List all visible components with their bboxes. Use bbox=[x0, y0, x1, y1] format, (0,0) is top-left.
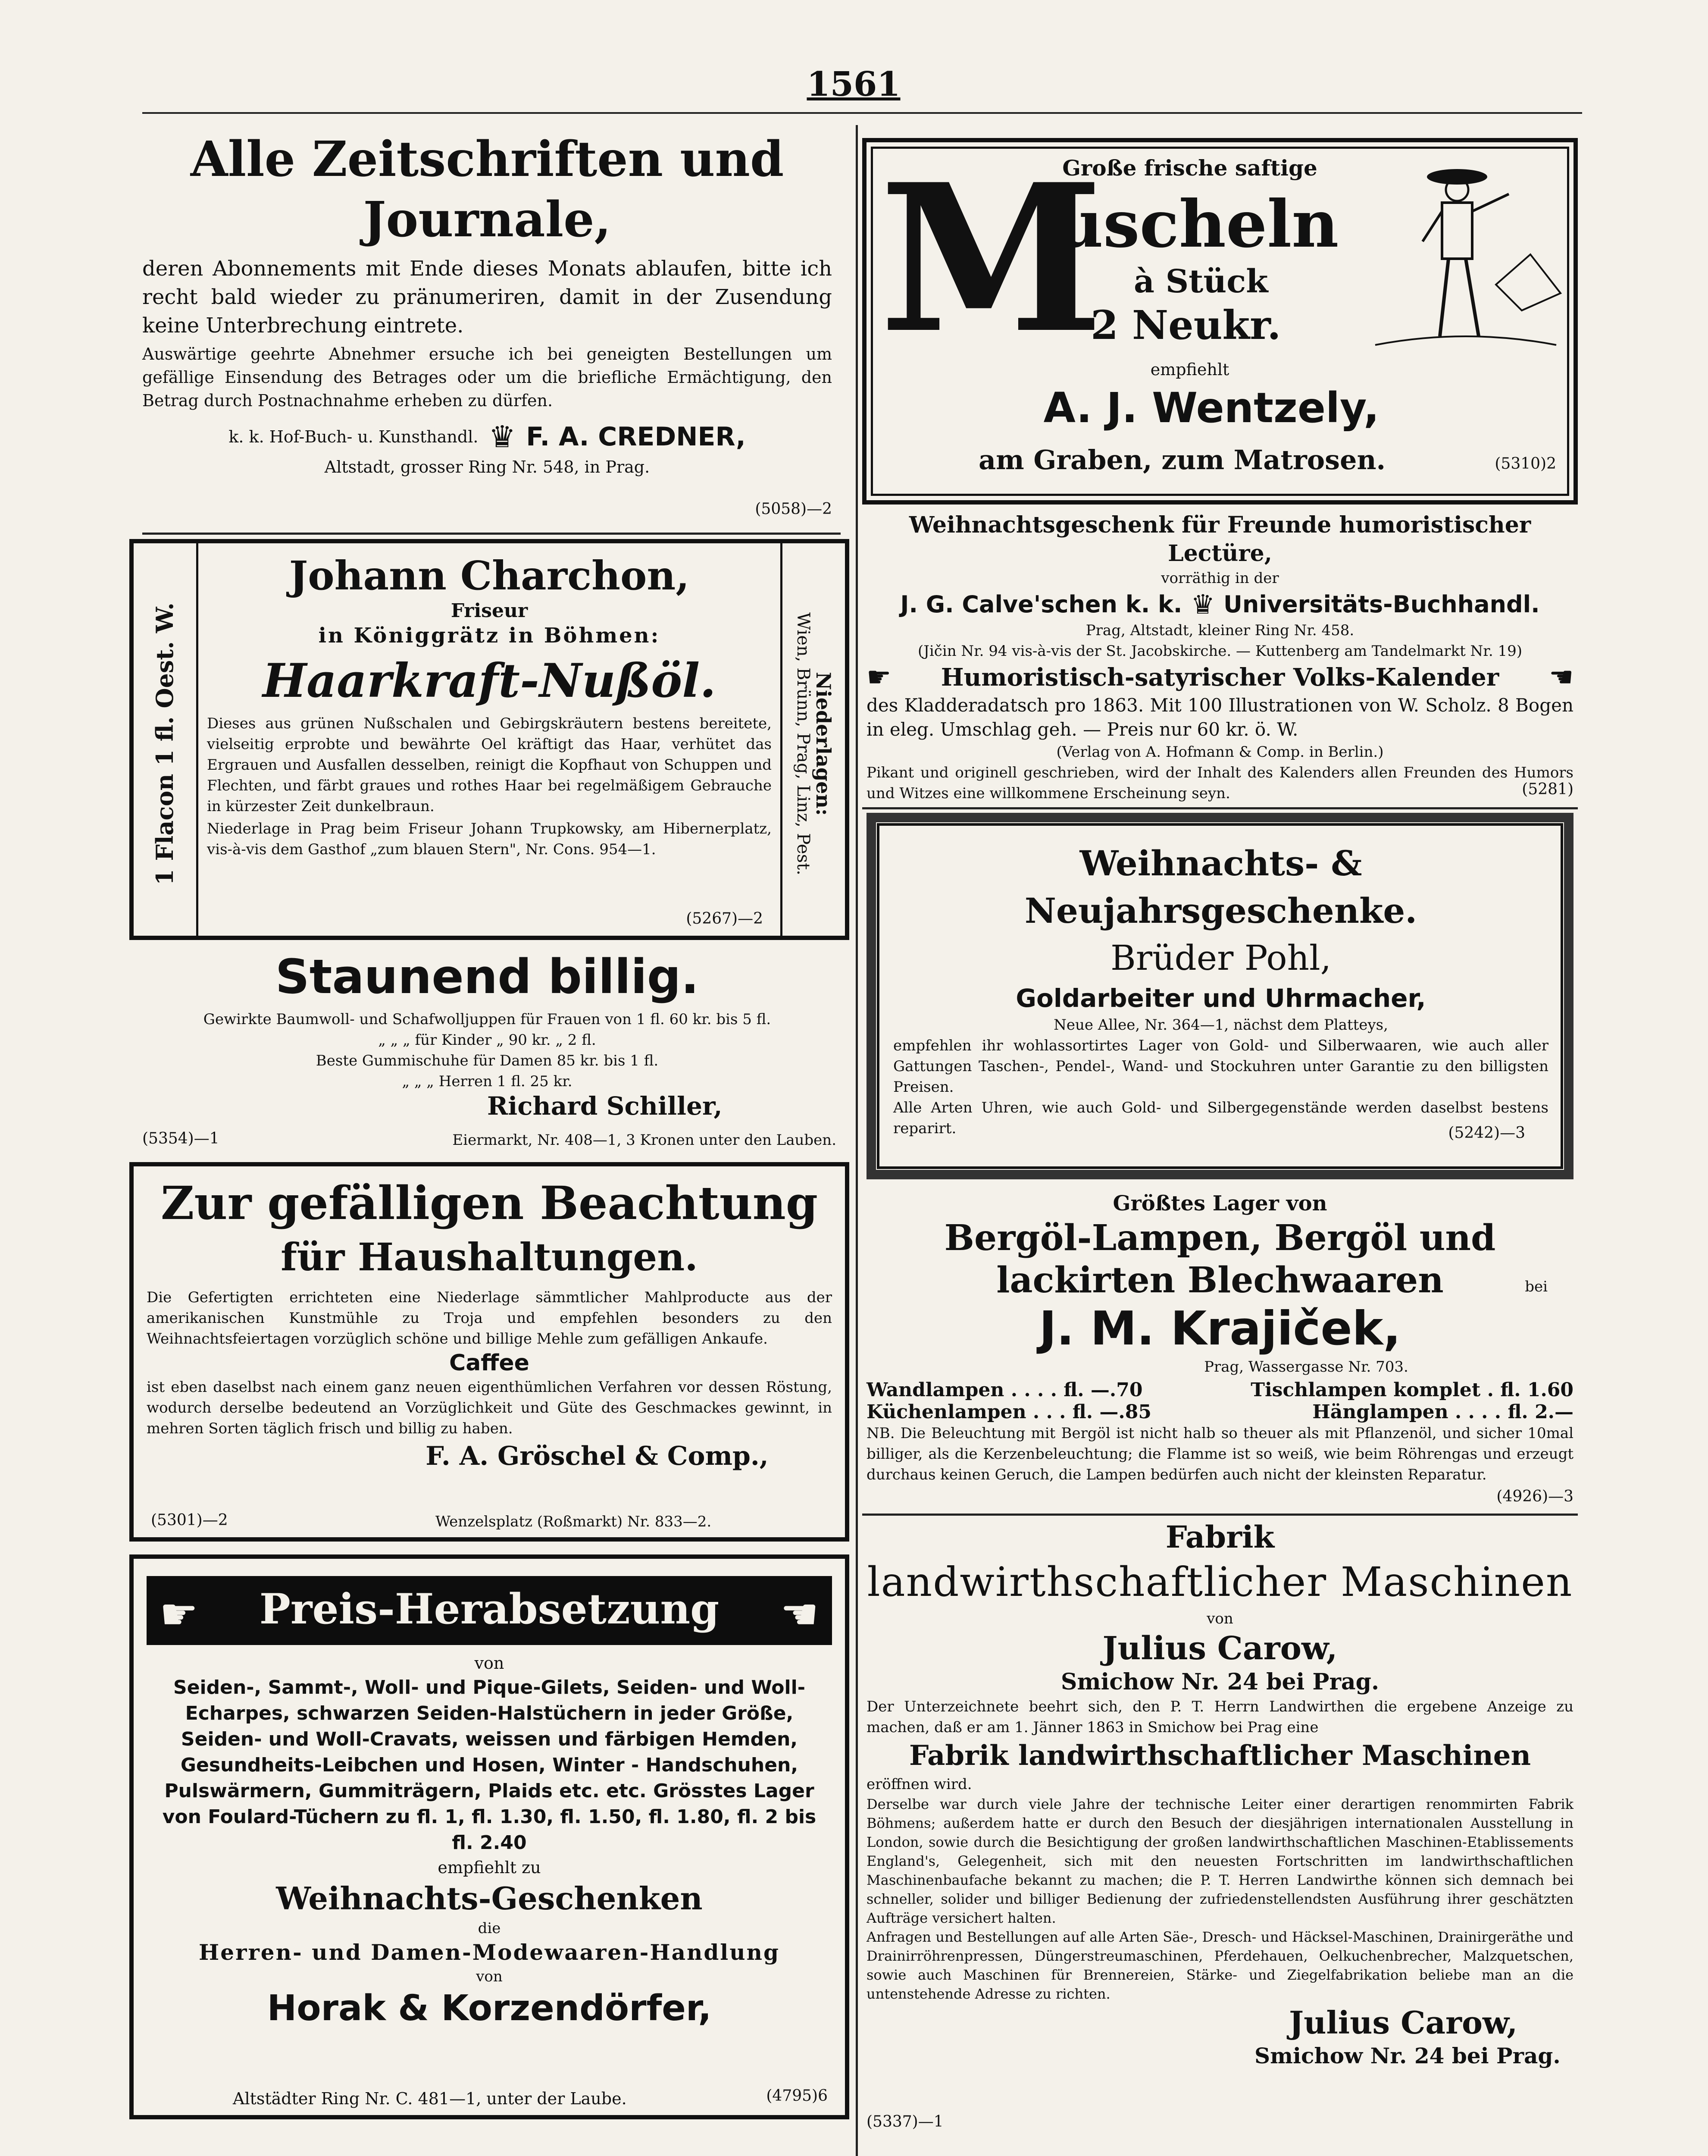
flacon-price: 1 Flacon 1 fl. Oest. W. bbox=[151, 602, 178, 885]
calve-address: Prag, Altstadt, kleiner Ring Nr. 458. bbox=[1085, 622, 1355, 639]
kalender-verlag: (Verlag von A. Hofmann & Comp. in Berlin.) bbox=[1056, 743, 1384, 761]
ad-calve bbox=[867, 511, 1573, 804]
zeitschriften-title-2: Journale, bbox=[363, 191, 611, 248]
price-row-1a: Wandlampen . . . . fl. —.70 bbox=[867, 1379, 1143, 1401]
ad-preis bbox=[129, 1554, 849, 2119]
krajicek-top: Größtes Lager von bbox=[1113, 1191, 1327, 1216]
kalender-body: des Kladderadatsch pro 1863. Mit 100 Illustrationen von W. Scholz. 8 Bogen in eleg. Umschlag geh. — Preis nur 60 kr. ö. W. bbox=[867, 695, 1573, 740]
carow-body-3: Anfragen und Bestellungen auf alle Arten Säe-, Dresch- und Häcksel-Maschinen, Drainirgeräthe und Drainirröhrenpressen, Düngerstreumaschinen, Pferdehauen, Oelkuchenbrecher, Malzquetschen, sowie auch Maschinen für Brennereien, Stärke- und Ziegelfabrikation beliebe man an die untenstehende Adresse zu richten. bbox=[867, 1929, 1573, 2002]
krajicek-body: NB. Die Beleuchtung mit Bergöl ist nicht halb so theuer als mit Pflanzenöl, und sicher 10mal billiger, als die Kerzenbeleuchtung; die Flamme ist so weiß, wie beim Röhrengas und erzeugt durchaus keinen Geruch, die Lampen bedürfen auch nicht der kleinsten Reparatur. bbox=[867, 1425, 1573, 1483]
caffee-heading: Caffee bbox=[449, 1350, 529, 1376]
handlung-name: Herren- und Damen-Modewaaren-Handlung bbox=[199, 1940, 780, 1965]
price-row-1b: Tischlampen komplet . fl. 1.60 bbox=[1251, 1379, 1573, 1401]
ref-code: (4795)6 bbox=[766, 2087, 828, 2105]
muscheln-top: Große frische saftige bbox=[1062, 155, 1317, 181]
muscheln-word: uscheln bbox=[1056, 186, 1339, 262]
niederlagen-title: Niederlagen: bbox=[812, 672, 835, 816]
carow-title-2: landwirthschaftlicher Maschinen bbox=[867, 1559, 1573, 1606]
ref-code: (5310)2 bbox=[1495, 455, 1556, 473]
pohl-trade: Goldarbeiter und Uhrmacher, bbox=[1016, 984, 1426, 1013]
charchon-body-2: Niederlage in Prag beim Friseur Johann Trupkowsky, am Hibernerplatz, vis-à-vis dem Gasthof „zum blauen Stern", Nr. Cons. 954—1. bbox=[207, 820, 772, 858]
pointing-hand-left-icon: ☛ bbox=[160, 1589, 198, 1639]
eagle-icon: ♛ bbox=[488, 419, 516, 454]
preis-body: Seiden-, Sammt-, Woll- und Pique-Gilets, Seiden- und Woll-Echarpes, schwarzen Seiden-Halstüchern in jeder Größe, Seiden- und Woll-Cravats, weissen und färbigen Hemden, Gesundheits-Leibchen und Hosen, Winter - Handschuhen, Pulswärmern, Gummiträgern, Plaids etc. etc. Grösstes Lager von Foulard-Tüchern zu fl. 1, fl. 1.30, fl. 1.50, fl. 1.80, fl. 2 bis fl. 2.40 bbox=[162, 1677, 816, 1854]
ref-code: (5267)—2 bbox=[686, 910, 763, 928]
staunend-line-4: „ „ „ Herren 1 fl. 25 kr. bbox=[402, 1073, 572, 1090]
pointing-hand-left-icon: ☛ bbox=[1548, 661, 1573, 693]
carow-body-2: Derselbe war durch viele Jahre der technische Leiter einer derartigen renommirten Fabrik Böhmens; außerdem hatte er durch den Besuch der diesjährigen internationalen Ausstellung in London, sowie durch die Besichtigung der großen landwirthschaftlichen Maschinen-Etablissements England's, Gelegenheit, sich mit den neuesten Fortschritten im landwirthschaftlichen Maschinenbaufache bekannt zu machen; die P. T. Herren Landwirthe können sich demnach bei schneller, solider und billiger Bedienung der zufriedenstellendsten Ausführung ihrer geschätzten Aufträge versichert halten. bbox=[867, 1796, 1573, 1926]
muscheln-per-piece: à Stück bbox=[1134, 263, 1268, 300]
ad-muscheln bbox=[862, 138, 1578, 505]
ad-krajicek bbox=[867, 1190, 1573, 1514]
carow-body: Der Unterzeichnete beehrt sich, den P. T. Herrn Landwirthen die ergebene Anzeige zu machen, daß er am 1. Jänner 1863 in Smichow bei Prag eine bbox=[867, 1698, 1573, 1736]
zeitschriften-body: deren Abonnements mit Ende dieses Monats ablaufen, bitte ich recht bald wieder zu pränumeriren, damit in der Zusendung keine Unterbrechung eintrete. bbox=[142, 257, 832, 338]
schiller-address: Eiermarkt, Nr. 408—1, 3 Kronen unter den Lauben. bbox=[452, 1131, 836, 1149]
pointing-hand-right-icon: ☛ bbox=[867, 661, 892, 693]
staunend-line-2: „ „ „ für Kinder „ 90 kr. „ 2 fl. bbox=[378, 1031, 596, 1049]
pointing-hand-right-icon: ☛ bbox=[780, 1589, 819, 1639]
staunend-title: Staunend billig. bbox=[275, 949, 699, 1004]
carow-fabrik: Fabrik landwirthschaftlicher Maschinen bbox=[909, 1739, 1531, 1772]
top-rule bbox=[142, 112, 1582, 114]
calve-title: Weihnachtsgeschenk für Freunde humoristischer Lectüre, bbox=[909, 512, 1531, 567]
preis-die: die bbox=[478, 1920, 501, 1937]
calve-vorraethig: vorräthig in der bbox=[1161, 570, 1279, 587]
pohl-address: Neue Allee, Nr. 364—1, nächst dem Platteys, bbox=[1054, 1016, 1388, 1034]
carow-address: Smichow Nr. 24 bei Prag. bbox=[1060, 1669, 1380, 1695]
charchon-body: Dieses aus grünen Nußschalen und Gebirgskräutern bestens bereitete, vielseitig erprobte und bewährte Oel kräftigt das Haar, verhütet das Ergrauen und Ausfallen desselben, reinigt die Kopfhaut von Schuppen und Flechten, und färbt graues und rothes Haar bei regelmäßigem Gebrauche in kürzester Zeit dunkelbraun. bbox=[207, 715, 772, 815]
carow-von: von bbox=[1207, 1610, 1233, 1627]
staunend-line-3: Beste Gummischuhe für Damen 85 kr. bis 1 fl. bbox=[316, 1052, 659, 1069]
muscheln-empfiehlt: empfiehlt bbox=[1150, 360, 1229, 379]
beachtung-body-2: ist eben daselbst nach einem ganz neuen eigenthümlichen Verfahren vor dessen Röstung, wodurch derselbe bedeutend an Vorzüglichkeit und Güte des Geschmackes gewinnt, in mehren Sorten täglich frisch und billig zu haben. bbox=[147, 1379, 832, 1437]
ad-staunend bbox=[142, 949, 836, 1151]
krajicek-title-1: Bergöl-Lampen, Bergöl und bbox=[944, 1217, 1496, 1259]
beachtung-title-1: Zur gefälligen Beachtung bbox=[161, 1176, 818, 1230]
firm-name-credner: F. A. CREDNER, bbox=[526, 422, 746, 452]
carow-title-1: Fabrik bbox=[1165, 1519, 1275, 1555]
ad-pohl bbox=[867, 813, 1573, 1179]
krajicek-address: Prag, Wassergasse Nr. 703. bbox=[1204, 1358, 1408, 1376]
ref-code: (5058)—2 bbox=[755, 500, 832, 518]
separator bbox=[862, 1514, 1578, 1516]
calve-firm: J. G. Calve'schen k. k. bbox=[900, 591, 1182, 618]
product-name: Haarkraft-Nußöl. bbox=[263, 654, 716, 708]
pohl-title: Weihnachts- & Neujahrsgeschenke. bbox=[1024, 843, 1417, 931]
schiller-name: Richard Schiller, bbox=[487, 1091, 723, 1121]
krajicek-title-2: lackirten Blechwaaren bbox=[996, 1260, 1444, 1301]
pohl-name: Brüder Pohl, bbox=[1110, 938, 1332, 978]
horak-address: Altstädter Ring Nr. C. 481—1, unter der Laube. bbox=[233, 2089, 627, 2108]
ref-code: (5281) bbox=[1522, 780, 1573, 798]
beachtung-body: Die Gefertigten errichteten eine Niederlage sämmtlicher Mahlproducte aus der amerikanischen Kunstmühle zu Troja und empfehlen besonders zu den Weihnachtsfeiertagen vorzüglich schöne und billige Mehle zum gefälligen Ankaufe. bbox=[147, 1289, 832, 1348]
niederlagen-cities: Wien, Brünn, Prag, Linz, Pest. bbox=[793, 612, 813, 875]
separator bbox=[862, 807, 1578, 809]
preis-empfiehlt: empfiehlt zu bbox=[438, 1858, 541, 1877]
credner-address: Altstadt, grosser Ring Nr. 548, in Prag. bbox=[324, 458, 650, 476]
charchon-name: Johann Charchon, bbox=[289, 552, 690, 599]
calve-firm-2: Universitäts-Buchhandl. bbox=[1223, 591, 1540, 618]
ref-code: (5301)—2 bbox=[151, 1511, 228, 1529]
firm-prefix: k. k. Hof-Buch- u. Kunsthandl. bbox=[228, 427, 479, 446]
ref-code: (5242)—3 bbox=[1448, 1124, 1525, 1142]
charchon-place: in Königgrätz in Böhmen: bbox=[318, 624, 660, 648]
krajicek-bei: bei bbox=[1525, 1278, 1548, 1295]
ref-code: (4926)—3 bbox=[1496, 1488, 1573, 1505]
kalender-body-2: Pikant und originell geschrieben, wird der Inhalt des Kalenders allen Freunden des Humors und Witzes eine willkommene Erscheinung seyn. bbox=[867, 764, 1573, 802]
gift-title: Weihnachts-Geschenken bbox=[276, 1880, 703, 1917]
separator bbox=[142, 533, 841, 535]
zeitschriften-body-2: Auswärtige geehrte Abnehmer ersuche ich bei geneigten Bestellungen um gefällige Einsendung des Betrages oder um die briefliche Ermächtigung, den Betrag durch Postnachnahme erheben zu dürfen. bbox=[142, 345, 832, 410]
page-number: 1561 bbox=[807, 65, 901, 104]
carow-signature-address: Smichow Nr. 24 bei Prag. bbox=[1254, 2043, 1561, 2068]
kalender-title: Humoristisch-satyrischer Volks-Kalender bbox=[941, 663, 1499, 692]
preis-von-2: von bbox=[476, 1968, 503, 1985]
zeitschriften-title-1: Alle Zeitschriften und bbox=[190, 131, 784, 188]
muscheln-price: 2 Neukr. bbox=[1091, 302, 1281, 348]
carow-name: Julius Carow, bbox=[1102, 1630, 1338, 1667]
calve-branches: (Jičin Nr. 94 vis-à-vis der St. Jacobskirche. — Kuttenberg am Tandelmarkt Nr. 19) bbox=[918, 642, 1522, 660]
wentzely-address: am Graben, zum Matrosen. bbox=[979, 444, 1386, 476]
ad-zeitschriften bbox=[142, 129, 832, 530]
eagle-icon: ♛ bbox=[1191, 589, 1215, 620]
krajicek-name: J. M. Krajiček, bbox=[1039, 1302, 1401, 1356]
ad-beachtung bbox=[129, 1162, 849, 1542]
price-row-2b: Hänglampen . . . . fl. 2.— bbox=[1312, 1401, 1573, 1423]
preis-von: von bbox=[474, 1654, 504, 1673]
preis-title: Preis-Herabsetzung bbox=[259, 1585, 719, 1633]
sailor-illustration bbox=[1367, 155, 1565, 358]
staunend-line-1: Gewirkte Baumwoll- und Schafwolljuppen für Frauen von 1 fl. 60 kr. bis 5 fl. bbox=[203, 1011, 771, 1028]
horak-firm: Horak & Korzendörfer, bbox=[267, 1988, 712, 2029]
beachtung-title-2: für Haushaltungen. bbox=[281, 1235, 698, 1279]
ref-code: (5354)—1 bbox=[142, 1130, 219, 1147]
charchon-trade: Friseur bbox=[450, 600, 528, 622]
groeschel-firm: F. A. Gröschel & Comp., bbox=[425, 1441, 769, 1471]
groeschel-address: Wenzelsplatz (Roßmarkt) Nr. 833—2. bbox=[435, 1513, 712, 1530]
carow-signature-name: Julius Carow, bbox=[1289, 2004, 1518, 2041]
big-letter-m: M bbox=[879, 140, 1104, 378]
price-row-2a: Küchenlampen . . . fl. —.85 bbox=[867, 1401, 1151, 1423]
ref-code: (5337)—1 bbox=[867, 2113, 944, 2131]
ad-charchon bbox=[129, 539, 849, 940]
ad-carow bbox=[867, 1518, 1573, 2130]
carow-eroeffnen: eröffnen wird. bbox=[867, 1776, 972, 1793]
pohl-body-2: Alle Arten Uhren, wie auch Gold- und Silbergegenstände werden daselbst bestens reparirt. bbox=[893, 1099, 1548, 1137]
pohl-body: empfehlen ihr wohlassortirtes Lager von Gold- und Silberwaaren, wie auch aller Gattungen Taschen-, Pendel-, Wand- und Stockuhren unter Garantie zu den billigsten Preisen. bbox=[893, 1037, 1548, 1096]
wentzely-name: A. J. Wentzely, bbox=[1043, 384, 1380, 432]
column-divider bbox=[856, 125, 858, 2156]
